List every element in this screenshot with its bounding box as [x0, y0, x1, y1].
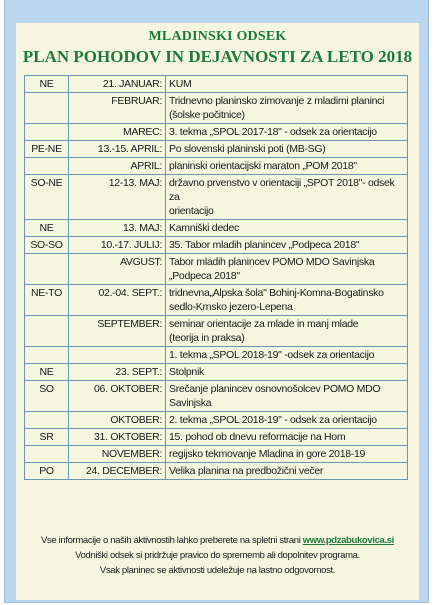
row-event [166, 381, 408, 412]
row-day [25, 158, 69, 175]
row-day [25, 316, 69, 347]
row-event [166, 446, 408, 463]
row-event [166, 220, 408, 237]
event-line: tridnevna„Alpska šola" Bohinj-Komna-Bogatinsko [169, 287, 384, 299]
table-row [25, 93, 408, 124]
row-day: SR [25, 429, 69, 446]
row-day [25, 347, 69, 364]
event-line: „Podpeca 2018" [169, 270, 240, 282]
event-line: regijsko tekmovanje Mladina in gore 2018-19 [169, 448, 366, 460]
footer-notes [16, 533, 419, 578]
row-date: 10.-17. JULIJ: [69, 237, 166, 254]
flyer-card [4, 0, 429, 603]
row-day: SO [25, 381, 69, 412]
footer-info-text: Vse informacije o naših aktivnostih lahko preberete na spletni strani [41, 535, 301, 546]
content-panel [16, 23, 419, 600]
row-date: OKTOBER: [69, 412, 166, 429]
table-row [25, 446, 408, 463]
website-link[interactable]: www.pdzabukovica.si [302, 535, 394, 546]
row-day: PE-NE [25, 141, 69, 158]
row-event [166, 254, 408, 285]
event-line: Po slovenski planinski poti (MB-SG) [169, 143, 326, 155]
table-row [25, 463, 408, 480]
footer-line-responsibility: Vsak planinec se aktivnosti udeležuje na lastno odgovornost. [99, 565, 336, 576]
event-line: Velika planina na predbožični večer [169, 465, 324, 477]
table-row [25, 76, 408, 93]
event-line: Tridnevno planinsko zimovanje z mladimi planinci [169, 95, 385, 107]
table-row [25, 347, 408, 364]
row-date [69, 347, 166, 364]
row-day: PO [25, 463, 69, 480]
table-row [25, 285, 408, 316]
row-date: 31. OKTOBER: [69, 429, 166, 446]
section-subtitle: MLADINSKI ODSEK [148, 29, 287, 44]
event-line: 2. tekma „SPOL 2018-19" - odsek za orientacijo [169, 414, 377, 426]
row-date: 21. JANUAR: [69, 76, 166, 93]
row-event [166, 463, 408, 480]
page-title: PLAN POHODOV IN DEJAVNOSTI ZA LETO 2018 [22, 47, 413, 66]
row-day: NE [25, 220, 69, 237]
row-date: FEBRUAR: [69, 93, 166, 124]
event-line: Tabor mladih planincev POMO MDO Savinjska [169, 256, 375, 268]
row-event [166, 412, 408, 429]
row-date: MAREC: [69, 124, 166, 141]
row-date: APRIL: [69, 158, 166, 175]
row-day [25, 93, 69, 124]
row-date: 02.-04. SEPT.: [69, 285, 166, 316]
row-day [25, 446, 69, 463]
table-row [25, 412, 408, 429]
table-row [25, 364, 408, 381]
table-row [25, 237, 408, 254]
row-event [166, 124, 408, 141]
row-day [25, 124, 69, 141]
event-line: KUM [169, 78, 192, 90]
footer-line-disclaimer: Vodniški odsek si pridržuje pravico do sprememb ali dopolnitev programa. [75, 550, 360, 561]
row-event [166, 141, 408, 158]
row-date: 23. SEPT.: [69, 364, 166, 381]
table-row [25, 175, 408, 220]
row-event [166, 158, 408, 175]
table-row [25, 124, 408, 141]
row-event [166, 316, 408, 347]
row-event [166, 364, 408, 381]
event-line: Kamniški dedec [169, 222, 239, 234]
row-date: 13. MAJ: [69, 220, 166, 237]
schedule-body [25, 76, 408, 480]
row-day: NE [25, 364, 69, 381]
event-line: sedlo-Krnsko jezero-Lepena [169, 301, 293, 313]
row-day: SO-SO [25, 237, 69, 254]
table-row [25, 220, 408, 237]
row-event [166, 76, 408, 93]
table-row [25, 429, 408, 446]
event-line: orientacijo [169, 205, 214, 217]
row-day: NE [25, 76, 69, 93]
row-date: SEPTEMBER: [69, 316, 166, 347]
event-line: 15. pohod ob dnevu reformacije na Hom [169, 431, 346, 443]
row-date: 13.-15. APRIL: [69, 141, 166, 158]
event-line: (teorija in praksa) [169, 332, 245, 344]
table-row [25, 141, 408, 158]
row-event [166, 237, 408, 254]
table-row [25, 381, 408, 412]
row-date: NOVEMBER: [69, 446, 166, 463]
schedule-table [24, 75, 408, 480]
row-date: AVGUST: [69, 254, 166, 285]
row-day: SO-NE [25, 175, 69, 220]
row-day [25, 254, 69, 285]
row-date: 06. OKTOBER: [69, 381, 166, 412]
event-line: planinski orientacijski maraton „POM 2018" [169, 160, 357, 172]
row-day: NE-TO [25, 285, 69, 316]
row-date: 24. DECEMBER: [69, 463, 166, 480]
event-line: (šolske počitnice) [169, 109, 245, 121]
row-day [25, 412, 69, 429]
row-event [166, 347, 408, 364]
row-event [166, 285, 408, 316]
row-event [166, 429, 408, 446]
event-line: seminar orientacije za mlade in manj mlade [169, 318, 359, 330]
row-date: 12-13. MAJ: [69, 175, 166, 220]
row-event [166, 93, 408, 124]
table-row [25, 158, 408, 175]
event-line: Srečanje planincev osnovnošolcev POMO MDO Savinjska [169, 383, 381, 409]
footer-line-info [16, 533, 419, 548]
event-line: 1. tekma „SPOL 2018-19" -odsek za orientacijo [169, 349, 375, 361]
table-row [25, 254, 408, 285]
table-row [25, 316, 408, 347]
row-event [166, 175, 408, 220]
event-line: Stolpnik [169, 366, 204, 378]
event-line: državno prvenstvo v orientaciji „SPOT 2018"- odsek za [169, 177, 395, 203]
event-line: 35. Tabor mladih planincev „Podpeca 2018" [169, 239, 360, 251]
event-line: 3. tekma „SPOL 2017-18" - odsek za orientacijo [169, 126, 377, 138]
